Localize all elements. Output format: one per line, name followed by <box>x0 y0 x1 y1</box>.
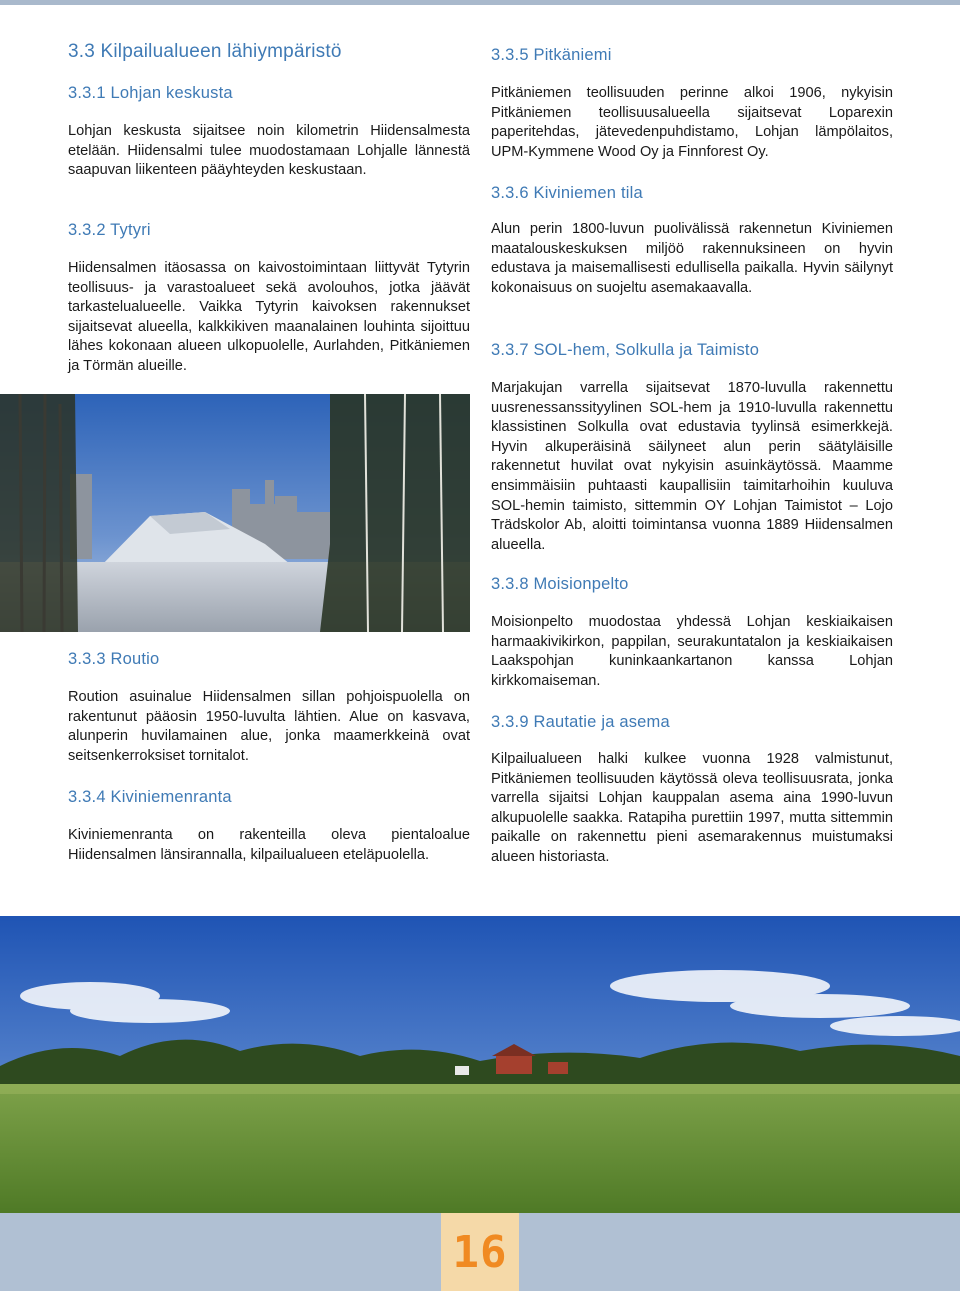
subheading-sol-hem: 3.3.7 SOL-hem, Solkulla ja Taimisto <box>491 341 760 359</box>
subheading-kiviniemen-tila: 3.3.6 Kiviniemen tila <box>491 184 643 202</box>
page-number: 16 <box>452 1226 508 1278</box>
quarry-photo <box>0 394 470 632</box>
paragraph-routio: Roution asuinalue Hiidensalmen sillan pohjoispuolella on rakentunut pääosin 1950-luvulta lähtien. Alue on kasvava, alunperin huvilamainen alue, jonka maamerkkeinä ovat seitsenkerroksiset tornitalot. <box>68 689 470 764</box>
paragraph-lohjan-keskusta: Lohjan keskusta sijaitsee noin kilometrin Hiidensalmesta etelään. Hiidensalmi tulee muodostamaan Lohjalle lännestä saapuvan liikenteen pääyhteyden keskustaan. <box>68 123 470 179</box>
subheading-lohjan-keskusta: 3.3.1 Lohjan keskusta <box>68 84 233 102</box>
subheading-routio: 3.3.3 Routio <box>68 650 160 668</box>
paragraph-moisionpelto: Moisionpelto muodostaa yhdessä Lohjan keskiaikaisen harmaakivikirkon, pappilan, seurakuntatalon ja keskiaikaisen Laakspohjan kuninkaankartanon kanssa Lohjan kirkkomaiseman. <box>491 614 893 689</box>
paragraph-kiviniemen-tila: Alun perin 1800-luvun puolivälissä rakennetun Kiviniemen maatalouskeskuksen miljöö rakennuksineen on hyvin edustava ja maisemallisesti edullisella paikalla. Hyvin säilynyt kokonaisuus on suojeltu asemakaavalla. <box>491 221 893 296</box>
subheading-tytyri: 3.3.2 Tytyri <box>68 221 151 239</box>
paragraph-tytyri: Hiidensalmen itäosassa on kaivostoimintaan liittyvät Tytyrin teollisuus- ja varastoalueet sekä avolouhos, jotka jäävät tarkastelualueelle. Vaikka Tytyrin kaivoksen rakennukset sijaitsevat alueella, kalkkikiven maanalainen louhinta sijoittuu lähes kokonaan alueen ulkopuolelle, Aurlahden, Pitkäniemen ja Törmän alueille. <box>68 260 470 374</box>
paragraph-rautatie: Kilpailualueen halki kulkee vuonna 1928 valmistunut, Pitkäniemen teollisuuden käytössä oleva teollisuusrata, jonka varrella sijaitsi Lohjan kauppalan asema aina 1990-luvun alkupuolelle saakka. Ratapiha purettiin 1997, mutta sittemmin paikalle on rakennettu pieni asemarakennus muistumaksi alueen historiasta. <box>491 751 893 865</box>
section-heading: 3.3 Kilpailualueen lähiympäristö <box>68 41 342 62</box>
page-number-box <box>441 1213 519 1291</box>
subheading-rautatie: 3.3.9 Rautatie ja asema <box>491 713 670 731</box>
top-rule <box>0 0 960 5</box>
paragraph-pitkaniemi: Pitkäniemen teollisuuden perinne alkoi 1906, nykyisin Pitkäniemen teollisuusalueella sijaitsevat Loparexin paperitehdas, jätevedenpuhdistamo, Lohjan lämpölaitos, UPM-Kymmene Wood Oy ja Finnforest Oy. <box>491 85 893 160</box>
field-photo <box>0 916 960 1213</box>
subheading-moisionpelto: 3.3.8 Moisionpelto <box>491 575 629 593</box>
subheading-kiviniemenranta: 3.3.4 Kiviniemenranta <box>68 788 232 806</box>
subheading-pitkaniemi: 3.3.5 Pitkäniemi <box>491 46 612 64</box>
paragraph-kiviniemenranta: Kiviniemenranta on rakenteilla oleva pientaloalue Hiidensalmen länsirannalla, kilpailualueen eteläpuolella. <box>68 827 470 863</box>
paragraph-sol-hem: Marjakujan varrella sijaitsevat 1870-luvulla rakennettu uusrenessanssityylinen SOL-hem ja 1910-luvulla rakennettu klassistinen Solkulla ovat edustavia tyylinsä esimerkkejä. Hyvin alkuperäisinä säilyneet alun perin säätyläisille rakennetut huvilat ovat nykyisin asuinkäytössä. Maamme ensimmäisiin puhtaasti kaupallisiin taimitarhoihin kuuluva SOL-hemin taimisto, sittemmin OY Lohjan Taimistot – Lojo Trädskolor Ab, aloitti toimintansa vuonna 1889 Hiidensalmen alueella. <box>491 380 893 553</box>
